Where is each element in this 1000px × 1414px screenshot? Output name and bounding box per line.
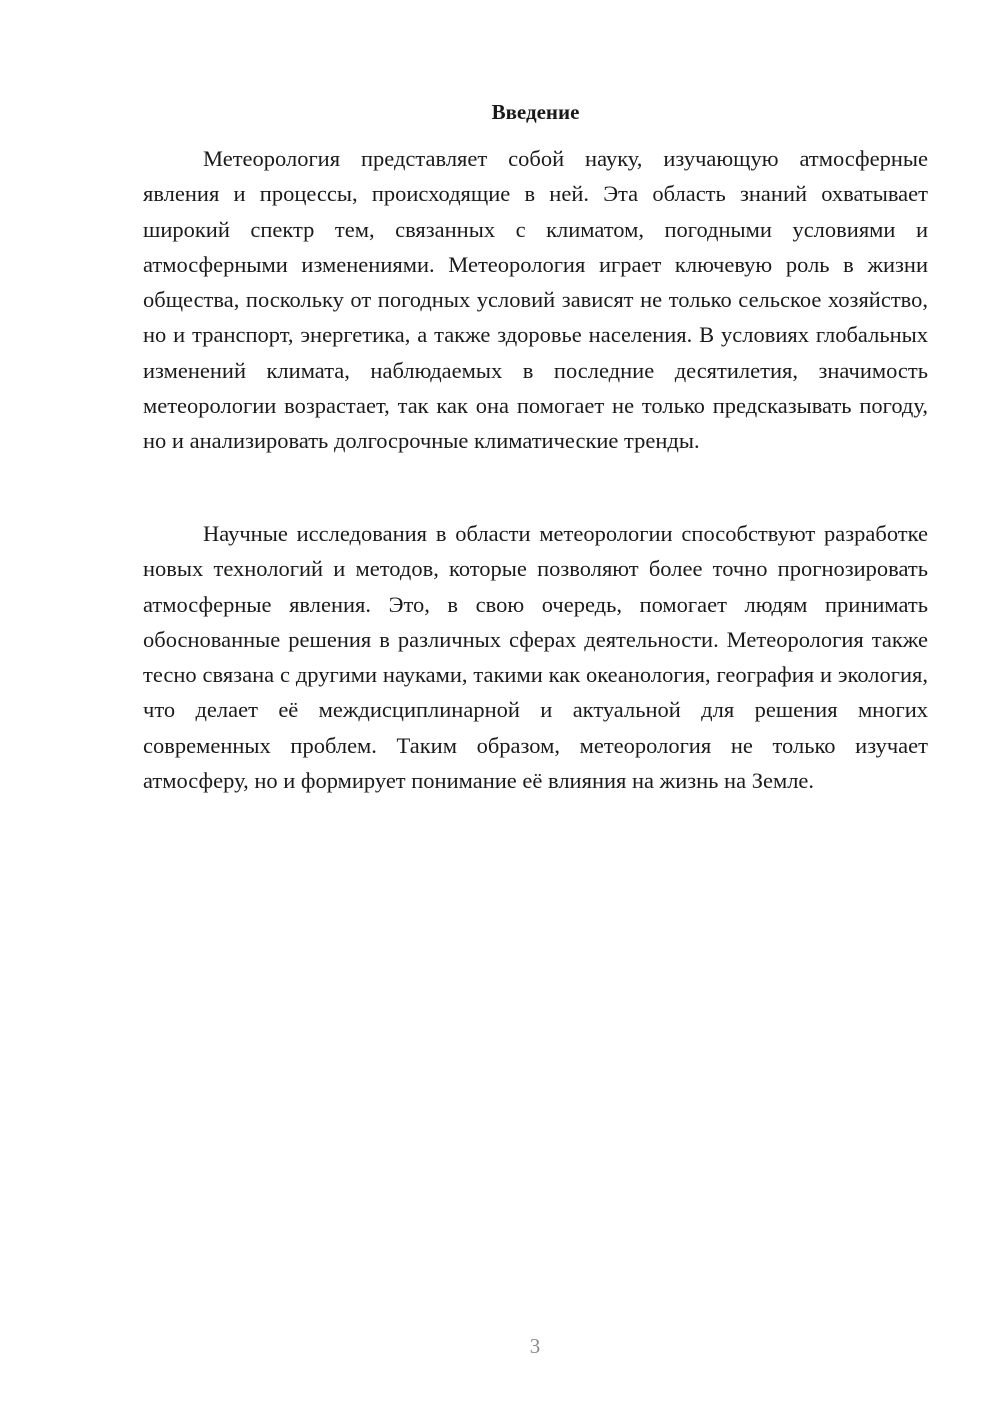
page-number: 3 xyxy=(529,1334,541,1358)
paragraph-1-container xyxy=(143,141,928,459)
paragraph: Научные исследования в области метеорологии способствуют разработке новых технологий и методов, которые позволяют более точно прогнозировать атмосферные явления. Это, в свою очередь, помогает людям принимать обоснованные решения в различных сферах деятельности. Метеорология также тесно связана с другими науками, такими как океанология, география и экология, что делает её междисциплинарной и актуальной для решения многих современных проблем. Таким образом, метеорология не только изучает атмосферу, но и формирует понимание её влияния на жизнь на Земле. xyxy=(143,521,928,794)
paragraph: Метеорология представляет собой науку, изучающую атмосферные явления и процессы, происходящие в ней. Эта область знаний охватывает широкий спектр тем, связанных с климатом, погодными условиями и атмосферными изменениями. Метеорология играет ключевую роль в жизни общества, поскольку от погодных условий зависят не только сельское хозяйство, но и транспорт, энергетика, а также здоровье населения. В условиях глобальных изменений климата, наблюдаемых в последние десятилетия, значимость метеорологии возрастает, так как она помогает не только предсказывать погоду, но и анализировать долгосрочные климатические тренды. xyxy=(143,146,928,454)
paragraph-2-container xyxy=(143,516,928,798)
section-heading: Введение xyxy=(491,100,580,124)
